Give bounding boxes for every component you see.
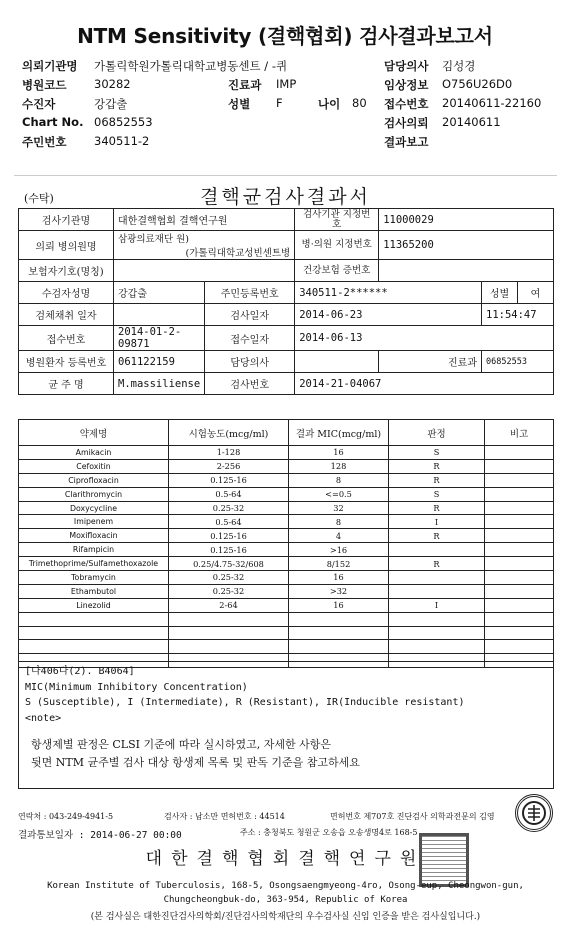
test-date-label: 검사일자: [205, 304, 295, 326]
drug-interpretation: I: [389, 515, 485, 529]
drug-remark: [485, 501, 554, 515]
drug-mic: [289, 612, 389, 626]
doc-dept-label: 진료과: [379, 351, 482, 373]
drug-concentration: 0.125-16: [169, 529, 289, 543]
header-row-3: [22, 96, 552, 114]
department-label: 진료과: [228, 78, 262, 92]
drug-remark: [485, 626, 554, 640]
notes-mic-definition: MIC(Minimum Inhibitory Concentration): [25, 681, 248, 693]
drug-name: [19, 626, 169, 640]
drug-row: [19, 459, 554, 473]
doc-sex-value: 여: [518, 282, 554, 304]
department-value: IMP: [276, 77, 297, 91]
patient-label: 수진자: [22, 97, 56, 111]
test-no-label: 검사번호: [205, 373, 295, 395]
referral-institution-label: 의뢰기관명: [22, 59, 78, 73]
license-text: 면허번호 제707호 진단검사 의학과전문의 김영: [330, 812, 495, 821]
notes-box: [18, 661, 554, 789]
examiner-text: 검사자 : 남소만 면허번호 : 44514: [164, 812, 285, 821]
specimen-info-table: [18, 208, 554, 395]
request-date-value: 20140611: [442, 115, 501, 129]
inst-label: 검사기관명: [19, 209, 114, 231]
drug-row: [19, 446, 554, 460]
report-title: NTM Sensitivity (결핵협회) 검사결과보고서: [77, 24, 493, 48]
drug-name: [19, 612, 169, 626]
drug-remark: [485, 612, 554, 626]
drug-interpretation: R: [389, 473, 485, 487]
drug-name: Tobramycin: [19, 571, 169, 585]
drug-concentration: 0.125-16: [169, 473, 289, 487]
drug-concentration: 0.25-32: [169, 501, 289, 515]
drug-mic: [289, 626, 389, 640]
sex-value: F: [276, 96, 283, 110]
col-drug: 약제명: [19, 420, 169, 446]
drug-row: [19, 501, 554, 515]
age-label: 나이: [318, 97, 341, 111]
drug-concentration: 0.25/4.75-32/608: [169, 557, 289, 571]
hospital-code-value: 30282: [94, 77, 131, 91]
drug-interpretation: I: [389, 598, 485, 612]
contact-text: 연락처 : 043-249-4941-5: [18, 812, 114, 821]
drug-concentration: [169, 640, 289, 654]
susceptibility-table: [18, 419, 554, 668]
address-en: [14, 879, 557, 907]
drug-mic: 16: [289, 446, 389, 460]
drug-remark: [485, 584, 554, 598]
drug-concentration: 2-64: [169, 598, 289, 612]
drug-remark: [485, 529, 554, 543]
drug-concentration: 0.5-64: [169, 515, 289, 529]
address-kr-text: 주소 : 충청북도 청원군 오송읍 오송생명4로 168-5: [240, 828, 418, 837]
drug-mic: 4: [289, 529, 389, 543]
doctor-value: 김성경: [442, 59, 476, 73]
drug-name: Ethambutol: [19, 584, 169, 598]
test-no-value: 2014-21-04067: [295, 373, 554, 395]
drug-name: Linezolid: [19, 598, 169, 612]
drug-name: Doxycycline: [19, 501, 169, 515]
institute-name: 대한결핵협회결핵연구원: [145, 849, 426, 869]
collect-value: [114, 304, 205, 326]
drug-mic: >16: [289, 543, 389, 557]
drug-name: [19, 640, 169, 654]
drug-name: Moxifloxacin: [19, 529, 169, 543]
drug-interpretation: [389, 571, 485, 585]
hosp-label: 의뢰 병의원명: [19, 231, 114, 260]
recv-date-value: 2014-06-13: [295, 326, 554, 351]
document-title: 결핵균검사결과서: [200, 186, 371, 208]
notes-paragraph-2: 뒷면 NTM 균주별 검사 대상 항생제 목록 및 판독 기준을 참고하세요: [31, 756, 360, 769]
notes-paragraph-1: 항생제별 판정은 CLSI 기준에 따라 실시하였고, 자세한 사항은: [31, 738, 331, 751]
drug-concentration: 0.5-64: [169, 487, 289, 501]
drug-interpretation: [389, 543, 485, 557]
drug-concentration: 0.25-32: [169, 571, 289, 585]
notes-tag: <note>: [25, 712, 62, 724]
drug-concentration: [169, 626, 289, 640]
drug-row: [19, 598, 554, 612]
recv-date-label: 접수일자: [205, 326, 295, 351]
drug-mic: 8: [289, 473, 389, 487]
chart-no-value: 06852553: [94, 115, 153, 129]
reg-value: 061122159: [114, 351, 205, 373]
recv-no-label: 접수번호: [19, 326, 114, 351]
drug-remark: [485, 446, 554, 460]
insurer-value: [114, 260, 295, 282]
hosp-no-value: 11365200: [379, 231, 554, 260]
drug-name: Rifampicin: [19, 543, 169, 557]
col-mic: 결과 MIC(mcg/ml): [289, 420, 389, 446]
chart-no-label: Chart No.: [22, 115, 84, 129]
accession-label: 접수번호: [384, 97, 429, 111]
clinical-info-label: 임상정보: [384, 78, 429, 92]
doc-sex-label: 성별: [482, 282, 518, 304]
round-seal: [515, 794, 553, 832]
drug-remark: [485, 571, 554, 585]
drug-remark: [485, 543, 554, 557]
drug-mic: 8/152: [289, 557, 389, 571]
drug-name: Imipenem: [19, 515, 169, 529]
drug-mic: 8: [289, 515, 389, 529]
drug-interpretation: R: [389, 557, 485, 571]
drug-concentration: 2-256: [169, 459, 289, 473]
drug-row: [19, 515, 554, 529]
test-time-value: 11:54:47: [482, 304, 554, 326]
drug-remark: [485, 640, 554, 654]
address-en-line-1: Korean Institute of Tuberculosis, 168-5, Osongsaengmyeong-4ro, Osong-eup, Cheongwon-gun,: [47, 881, 524, 891]
doctor-label: 담당의사: [384, 59, 429, 73]
referral-institution-value: 가톨릭학원가톨릭대학교병동센트 / -퀴: [94, 59, 288, 73]
header-row-4: [22, 115, 552, 133]
rrn-label: 주민번호: [22, 135, 67, 149]
drug-row: [19, 612, 554, 626]
col-interpretation: 판정: [389, 420, 485, 446]
doc-dept-value: 06852553: [482, 351, 554, 373]
report-date-text: 결과통보일자 : 2014-06-27 00:00: [18, 830, 182, 841]
drug-remark: [485, 598, 554, 612]
drug-remark: [485, 487, 554, 501]
drug-remark: [485, 557, 554, 571]
hosp-no-label: 병·의원 지정번호: [295, 231, 379, 260]
address-en-line-2: Chungcheongbuk-do, 363-954, Republic of Korea: [163, 895, 408, 905]
drug-concentration: [169, 612, 289, 626]
certification-note: (본 검사실은 대한진단검사의학회/진단검사의학재단의 우수검사실 신임 인증을 받은 검사실입니다.): [90, 912, 481, 922]
hosp-value: 삼광의료재단 원): [118, 234, 189, 245]
hosp-value-2: (가톨릭대학교성빈센트병: [185, 248, 291, 259]
hosp-value-cell: [114, 231, 295, 260]
header-row-2: [22, 77, 552, 95]
header-row-5: [22, 134, 552, 152]
drug-name: Clarithromycin: [19, 487, 169, 501]
drug-interpretation: R: [389, 529, 485, 543]
species-value: M.massiliense: [114, 373, 205, 395]
drug-remark: [485, 515, 554, 529]
drug-mic: >32: [289, 584, 389, 598]
drug-rows: [19, 446, 554, 668]
drug-interpretation: R: [389, 501, 485, 515]
drug-interpretation: [389, 626, 485, 640]
hospital-code-label: 병원코드: [22, 78, 67, 92]
insurer-label: 보험자기호(명칭): [19, 260, 114, 282]
name-label: 수검자성명: [19, 282, 114, 304]
drug-name: Trimethoprime/Sulfamethoxazole: [19, 557, 169, 571]
drug-interpretation: S: [389, 487, 485, 501]
name-value: 강갑출: [114, 282, 205, 304]
drug-mic: 16: [289, 598, 389, 612]
drug-concentration: 1-128: [169, 446, 289, 460]
drug-row: [19, 487, 554, 501]
age-value: 80: [352, 96, 367, 110]
collect-label: 검체채취 일자: [19, 304, 114, 326]
drug-row: [19, 557, 554, 571]
drug-interpretation: S: [389, 446, 485, 460]
inst-no-value: 11000029: [379, 209, 554, 231]
health-value: [379, 260, 554, 282]
sex-label: 성별: [228, 97, 251, 111]
rrn-doc-value: 340511-2******: [295, 282, 482, 304]
drug-name: Amikacin: [19, 446, 169, 460]
consignment-label: (수탁): [24, 192, 54, 205]
recv-no-value: 2014-01-2-09871: [114, 326, 205, 351]
drug-mic: [289, 640, 389, 654]
doc-doctor-label: 담당의사: [205, 351, 295, 373]
drug-concentration: 0.25-32: [169, 584, 289, 598]
request-date-label: 검사의뢰: [384, 116, 429, 130]
clinical-info-value: O756U26D0: [442, 77, 513, 91]
drug-row: [19, 543, 554, 557]
doc-doctor-value: [295, 351, 379, 373]
drug-name: Ciprofloxacin: [19, 473, 169, 487]
drug-row: [19, 584, 554, 598]
inst-no-label: 검사기관 지정번호: [295, 209, 379, 231]
health-label: 건강보험 증번호: [295, 260, 379, 282]
rrn-doc-label: 주민등록번호: [205, 282, 295, 304]
notes-sir-definition: S (Susceptible), I (Intermediate), R (Resistant), IR(Inducible resistant): [25, 697, 465, 708]
rrn-value: 340511-2: [94, 134, 150, 148]
drug-name: Cefoxitin: [19, 459, 169, 473]
drug-mic: 128: [289, 459, 389, 473]
accession-value: 20140611-22160: [442, 96, 542, 110]
drug-remark: [485, 459, 554, 473]
drug-row: [19, 473, 554, 487]
header-row-1: [22, 58, 552, 76]
drug-row: [19, 626, 554, 640]
scanned-report-document: [14, 175, 557, 925]
patient-value: 강갑출: [94, 97, 128, 111]
col-remark: 비고: [485, 420, 554, 446]
drug-interpretation: [389, 584, 485, 598]
drug-interpretation: [389, 612, 485, 626]
notes-code: [나406다(2). B4064]: [25, 666, 135, 677]
species-label: 균 주 명: [19, 373, 114, 395]
result-report-label: 결과보고: [384, 135, 429, 149]
inst-value: 대한결핵협회 결핵연구원: [114, 209, 295, 231]
drug-interpretation: [389, 640, 485, 654]
drug-row: [19, 640, 554, 654]
drug-mic: <=0.5: [289, 487, 389, 501]
reg-label: 병원환자 등록번호: [19, 351, 114, 373]
drug-mic: 32: [289, 501, 389, 515]
drug-mic: 16: [289, 571, 389, 585]
drug-remark: [485, 473, 554, 487]
drug-interpretation: R: [389, 459, 485, 473]
drug-concentration: 0.125-16: [169, 543, 289, 557]
drug-row: [19, 529, 554, 543]
test-date-value: 2014-06-23: [295, 304, 482, 326]
col-concentration: 시험농도(mcg/ml): [169, 420, 289, 446]
drug-row: [19, 571, 554, 585]
